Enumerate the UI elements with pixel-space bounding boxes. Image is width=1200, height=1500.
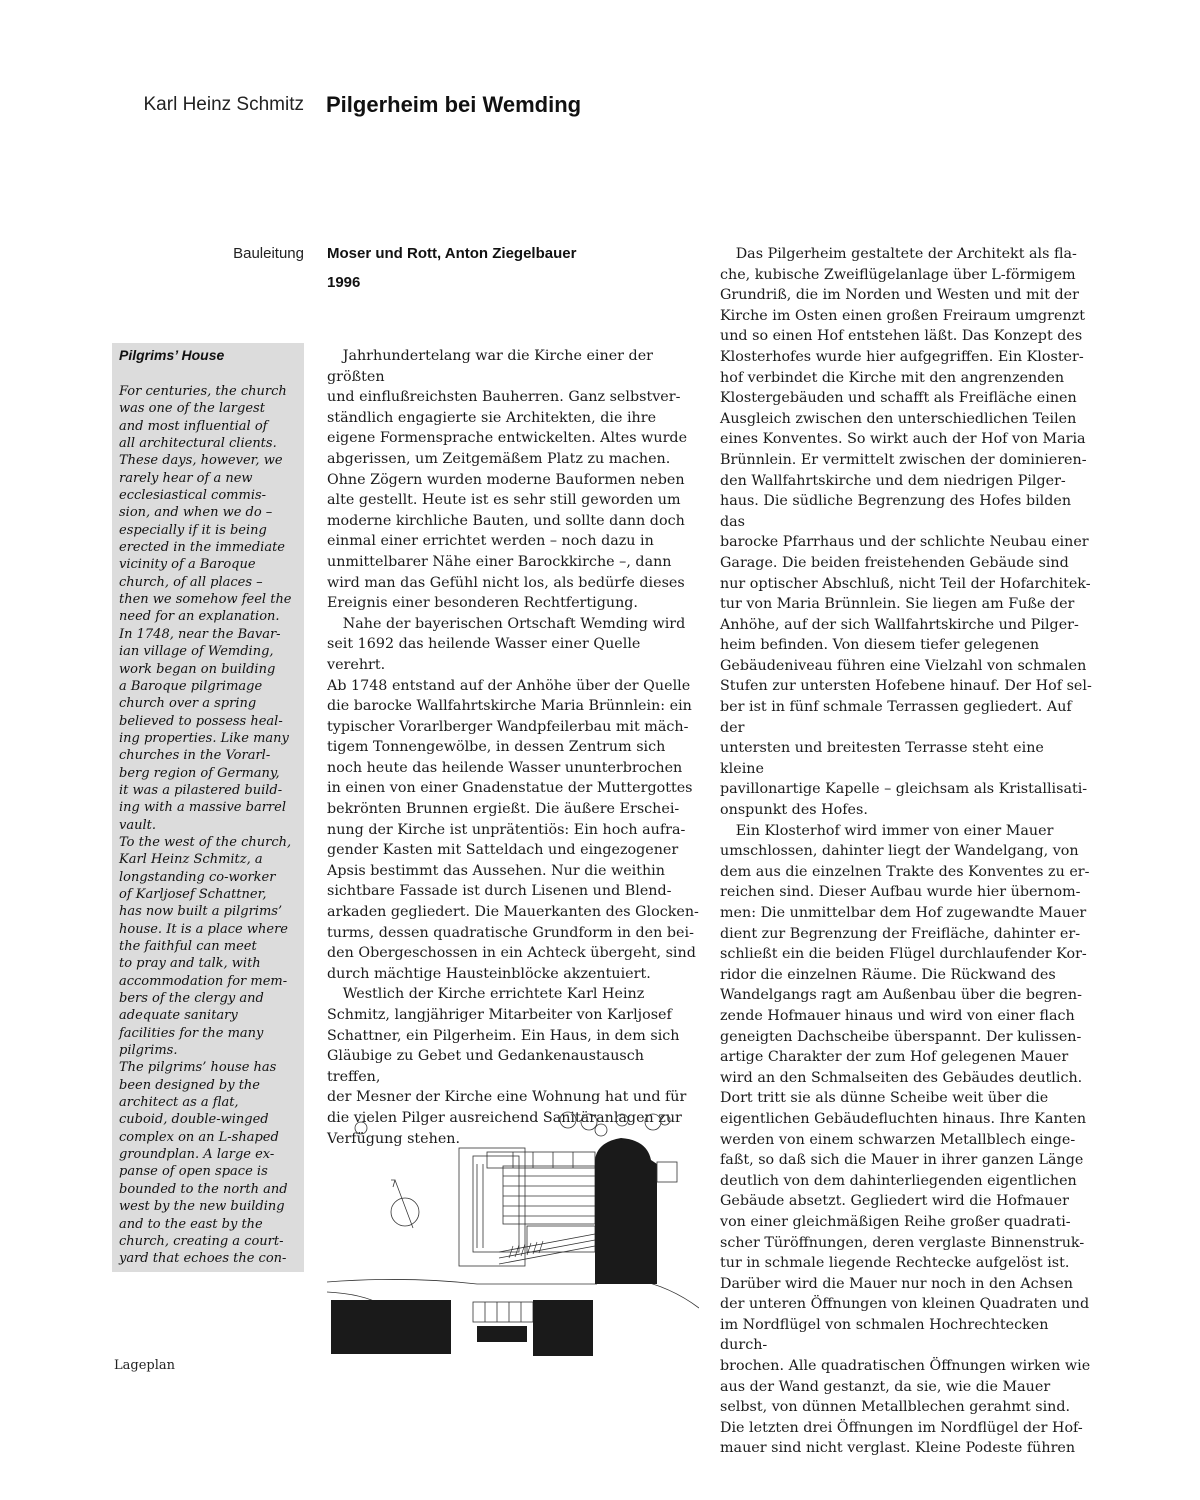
credit-label: Bauleitung xyxy=(233,245,304,262)
pilgrims-house-plan xyxy=(459,1148,595,1266)
body-paragraph: Jahrhundertelang war die Kirche einer der größten und einflußreichsten Bauherren. Ganz selbstver- ständlich engagierte sie Architekten, die ihre eigene Formensprache entwickelten. Altes wurde abgerissen, um Zeitgemäßem Platz zu machen. Ohne Zögern wurden moderne Bauformen neben alte gestellt. Heute ist es sehr still geworden um moderne kirchliche Bauten, und sollte dann doch einmal einer errichtet werden – noch dazu in unmittelbarer Nähe einer Barockkirche –, dann wird man das Gefühl nicht los, als bedürfe dieses Ereignis einer besonderen Rechtfertigung. xyxy=(327,348,688,612)
credit-year: 1996 xyxy=(327,274,361,291)
body-paragraph: Ein Klosterhof wird immer von einer Mauer umschlossen, dahinter liegt der Wandelgang, von dem aus die einzelnen Trakte des Konventes zu er- reichen sind. Dieser Aufbau wurde hier übernom- men: Die unmittelbar dem Hof zugewandte Mauer dient zur Begrenzung der Freifläche, dahinter er- schließt ein die beiden Flügel durchlaufender Kor- ridor die einzelnen Räume. Die Rückwand des Wandelgangs ragt am Außenbau über die begren- zende Hofmauer hinaus und wird von einer flach geneigten Dachscheibe überspannt. Der kulissen- artige Charakter der zum Hof gelegenen Mauer wird an den Schmalseiten des Gebäudes deutlich. Dort tritt sie als dünne Scheibe weit über die eigentlichen Gebäudefluchten hinaus. Ihre Kanten werden von einem schwarzen Metallblech einge- faßt, so daß sich die Mauer in ihrer ganzen Länge deutlich von dem dahinterliegenden eigentlichen Gebäude absetzt. Gegliedert wird die Hofmauer von einer gleichmäßigen Reihe großer quadrati- scher Türöffnungen, deren verglaste Binnenstruk- tur in schmale liegende Rechtecke aufgelöst ist. Darüber wird die Mauer nur noch in den Achsen der unteren Öffnungen von kleinen Quadraten und im Nordflügel von schmalen Hochrechtecken durch- brochen. Alle quadratischen Öffnungen wirken wie aus der Wand gestanzt, da sie, wie die Mauer selbst, von dünnen Metallblechen gerahmt sind. Die letzten drei Öffnungen im Nordflügel der Hof- mauer sind nicht verglast. Kleine Podeste führen xyxy=(720,822,1091,1457)
tree-symbol xyxy=(660,1115,670,1125)
english-summary-sidebar xyxy=(112,343,304,1272)
tree-symbol xyxy=(616,1114,628,1126)
body-column-right xyxy=(720,244,1092,1459)
courtyard-terraces xyxy=(499,1234,595,1264)
tree-symbol xyxy=(355,1122,367,1134)
credit-names: Moser und Rott, Anton Ziegelbauer xyxy=(327,245,577,262)
tree-symbol xyxy=(595,1124,607,1136)
tree-symbol xyxy=(645,1114,661,1130)
garage-footprint xyxy=(533,1300,593,1356)
road-line xyxy=(327,1279,597,1284)
body-paragraph: Nahe der bayerischen Ortschaft Wemding wird seit 1692 das heilende Wasser einer Quelle verehrt. Ab 1748 entstand auf der Anhöhe über der Quelle die barocke Wallfahrtskirche Maria Brünnlein: ein typischer Vorarlberger Wandpfeilerbau mit mäch- tigem Tonnengewölbe, in dessen Zentrum sich noch heute das heilende Wasser ununterbrochen in einen von einer Gnadenstatue der Muttergottes bekrönten Brunnen ergießt. Die äußere Erschei- nung der Kirche ist unprätentiös: Ein hoch aufra- gender Kasten mit Satteldach und eingezogener Apsis bestimmt das Aussehen. Nur die weithin sichtbare Fassade ist durch Lisenen und Blend- arkaden gegliedert. Die Mauerkanten des Glocken- turms, dessen quadratische Grundform in den bei- den Obergeschossen in ein Achteck übergeht, sind durch mächtige Hausteinblöcke akzentuiert. xyxy=(327,615,699,982)
body-paragraph: Westlich der Kirche errichtete Karl Heinz Schmitz, langjähriger Mitarbeiter von Karljosef Schattner, ein Pilgerheim. Ein Haus, in dem sich Gläubige zu Gebet und Gedankenaustausch treffen, der Mesner der Kirche eine Wohnung hat und für die vielen Pilger ausreichend Sanitäranlagen zur Verfügung stehen. xyxy=(327,986,687,1147)
parsonage-footprint xyxy=(331,1300,451,1354)
figure-caption: Lageplan xyxy=(114,1358,176,1373)
sidebar-paragraph: To the west of the church, Karl Heinz Schmitz, a longstanding co-worker of Karljosef Schattner, has now built a pilgrims’ house. It is a place where the faithful can meet to pray and talk, with accommodation for mem- bers of the clergy and adequate sanitary facilities for the many pilgrims. xyxy=(119,834,292,1059)
outbuilding-footprint xyxy=(477,1326,527,1342)
church-footprint xyxy=(595,1138,677,1284)
tree-symbol xyxy=(581,1114,597,1130)
body-column-middle xyxy=(327,346,699,1149)
author-name: Karl Heinz Schmitz xyxy=(143,94,304,115)
site-plan-drawing xyxy=(327,1108,699,1378)
body-paragraph: Das Pilgerheim gestaltete der Architekt als fla- che, kubische Zweiflügelanlage über L-förmigem Grundriß, die im Norden und Westen und mit der Kirche im Osten einen großen Freiraum umgrenzt und so einen Hof entstehen läßt. Das Konzept des Klosterhofes wurde hier aufgegriffen. Ein Kloster- hof verbindet die Kirche mit den angrenzenden Klostergebäuden und schafft als Freifläche einen Ausgleich zwischen den unterschiedlichen Teilen eines Konventes. So wirkt auch der Hof von Maria Brünnlein. Er vermittelt zwischen der dominieren- den Wallfahrtskirche und dem niedrigen Pilger- haus. Die südliche Begrenzung des Hofes bilden das barocke Pfarrhaus und der schlichte Neubau einer Garage. Die beiden freistehenden Gebäude sind nur optischer Abschluß, nicht Teil der Hofarchitek- tur von Maria Brünnlein. Sie liegen am Fuße der Anhöhe, auf der sich Wallfahrtskirche und Pilger- heim befinden. Von diesem tiefer gelegenen Gebäudeniveau führen eine Vielzahl von schmalen Stufen zur untersten Hofebene hinauf. Der Hof sel- ber ist in fünf schmale Terrassen gegliedert. Auf der untersten und breitesten Terrasse steht eine kleine pavillonartige Kapelle – gleichsam als Kristallisati- onspunkt des Hofes. xyxy=(720,246,1092,819)
north-arrow-icon xyxy=(391,1180,419,1228)
sidebar-paragraph: For centuries, the church was one of the largest and most influential of all architectural clients. These days, however, we rarely hear of a new ecclesiastical commis- sion, and when we do – especially if it is being erected in the immediate vicinity of a Baroque church, of all places – then we somehow feel the need for an explanation. In 1748, near the Bavar- ian village of Wemding, work began on building a Baroque pilgrimage church over a spring believed to possess heal- ing properties. Like many churches in the Vorarl- berg region of Germany, it was a pilastered build- ing with a massive barrel vault. xyxy=(119,384,292,833)
sidebar-paragraph: The pilgrims’ house has been designed by the architect as a flat, cuboid, double-winged complex on an L-shaped groundplan. A large ex- panse of open space is bounded to the north and west by the new building and to the east by the church, creating a court- yard that echoes the con- xyxy=(119,1060,288,1267)
tree-symbol xyxy=(560,1112,576,1128)
garage-outline xyxy=(473,1302,533,1322)
sidebar-title: Pilgrims’ House xyxy=(119,347,225,363)
page-title: Pilgerheim bei Wemding xyxy=(326,92,582,117)
